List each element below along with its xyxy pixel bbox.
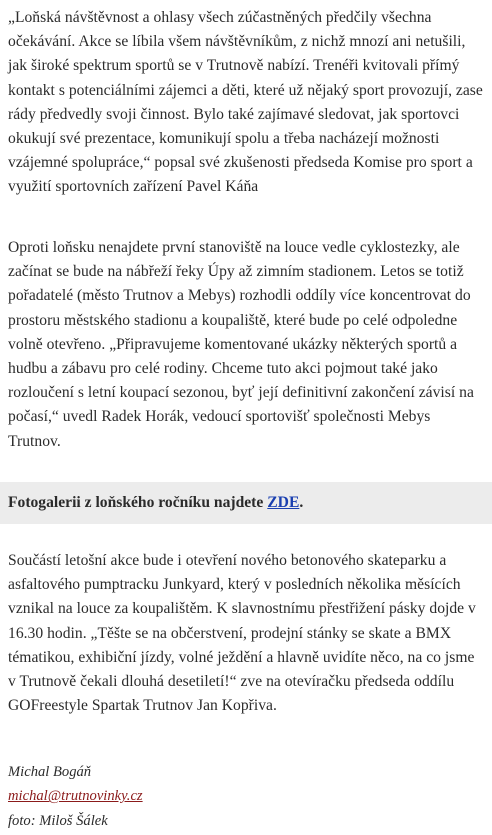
paragraph-quote-kana: „Loňská návštěvnost a ohlasy všech zúčastněných předčily všechna očekávání. Akce se líbila všem návštěvníkům, z nichž mnozí ani netušili, jak široké spektrum sportů se v Trutnově nabízí. Trenéři kvitovali přímý kontakt s potenciálními zájemci a děti, které už nějaký sport provozují, zase rády předvedly svoji činnost. Bylo také zajímavé sledovat, jak sportovci okukují své prezentace, komunikují spolu a třeba nacházejí možnosti vzájemné spolupráce,“ popsal své zkušenosti předseda Komise pro sport a využití sportovních zařízení Pavel Káňa [8,9,483,196]
photo-credit: foto: Miloš Šálek [8,812,108,829]
author-email-link[interactable]: michal@trutnovinky.cz [8,788,143,805]
gallery-callout-period: . [299,494,304,511]
author-name: Michal Bogáň [8,764,92,780]
gallery-callout [0,482,492,524]
article-byline [0,760,151,833]
paragraph-location: Oproti loňsku nenajdete první stanoviště na louce vedle cyklostezky, ale začínat se bude na nábřeží řeky Úpy až zimním stadionem. Letos se totiž pořadatelé (město Trutnov a Mebys) rozhodli oddíly více koncentrovat do prostoru městského stadionu a koupaliště, které bude po celé odpoledne volně otevřeno. „Připravujeme komentované ukázky některých sportů a hudbu a zábavu pro celé rodiny. Chceme tuto akci pojmout také jako rozloučení s letní koupací sezonou, byť její definitivní zakončení závisí na počasí,“ uvedl Radek Horák, vedoucí sportovišť společnosti Mebys Trutnov. [8,239,474,450]
paragraph-skatepark: Součástí letošní akce bude i otevření nového betonového skateparku a asfaltového pumptracku Junkyard, který v posledních několika měsících vznikal na louce za koupalištěm. K slavnostnímu přestřižení pásky dojde v 16.30 hodin. „Těšte se na občerstvení, prodejní stánky se skate a BMX tématikou, exhibiční jízdy, volné ježdění a hlavně uvidíte něco, na co jsme v Trutnově čekali dlouhá desetiletí!“ zve na otevíračku předseda oddílu GOFreestyle Spartak Trutnov Jan Kopřiva. [8,552,476,715]
gallery-callout-text: Fotogalerii z loňského ročníku najdete [8,494,264,511]
gallery-link[interactable]: ZDE [267,494,300,511]
